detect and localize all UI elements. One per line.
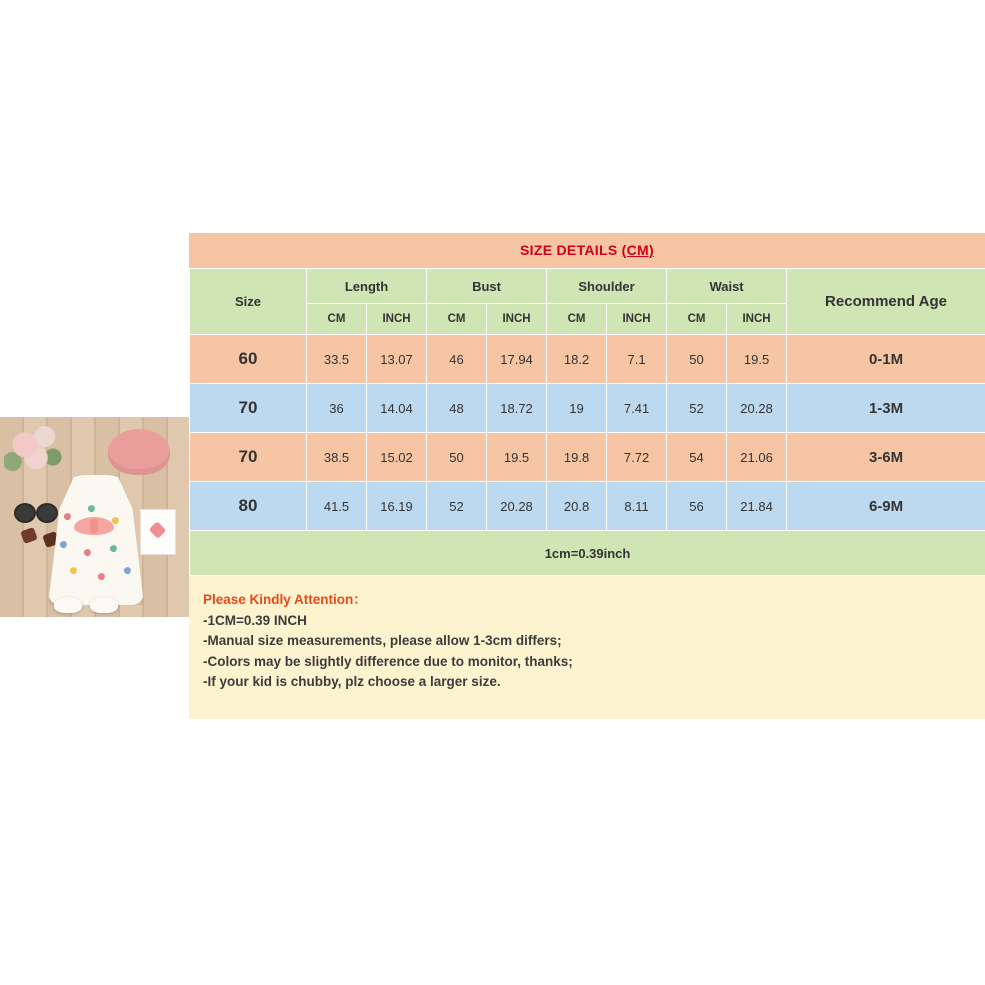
cell-size: 70 <box>190 433 307 482</box>
cell-bust-cm: 52 <box>427 482 487 531</box>
table-row <box>190 335 985 384</box>
chart-title-unit: (CM) <box>621 242 654 258</box>
cell-waist-inch: 20.28 <box>727 384 787 433</box>
cell-bust-inch: 17.94 <box>487 335 547 384</box>
conversion-row <box>190 531 985 576</box>
size-table <box>189 268 985 576</box>
header-shoulder: Shoulder <box>547 269 667 304</box>
cell-shoulder-inch: 8.11 <box>607 482 667 531</box>
cell-shoulder-inch: 7.41 <box>607 384 667 433</box>
cell-length-cm: 36 <box>307 384 367 433</box>
cell-waist-inch: 19.5 <box>727 335 787 384</box>
subheader-shoulder-cm: CM <box>547 304 607 335</box>
flowers-decoration <box>4 423 74 485</box>
table-row <box>190 384 985 433</box>
header-recommend-age: Recommend Age <box>787 269 985 335</box>
notes-title: Please Kindly Attention： <box>203 592 367 607</box>
header-bust: Bust <box>427 269 547 304</box>
cell-bust-cm: 46 <box>427 335 487 384</box>
cell-bust-cm: 48 <box>427 384 487 433</box>
chart-title-banner <box>189 233 985 268</box>
subheader-length-cm: CM <box>307 304 367 335</box>
cell-size: 60 <box>190 335 307 384</box>
subheader-shoulder-inch: INCH <box>607 304 667 335</box>
cell-age: 6-9M <box>787 482 985 531</box>
notes-line: -Manual size measurements, please allow 1-3cm differs; <box>203 633 562 648</box>
table-row <box>190 433 985 482</box>
cell-length-inch: 13.07 <box>367 335 427 384</box>
cell-length-cm: 38.5 <box>307 433 367 482</box>
cell-waist-inch: 21.84 <box>727 482 787 531</box>
cell-age: 3-6M <box>787 433 985 482</box>
cell-bust-cm: 50 <box>427 433 487 482</box>
subheader-bust-inch: INCH <box>487 304 547 335</box>
table-row <box>190 482 985 531</box>
table-header-row-main <box>190 269 985 304</box>
cell-length-inch: 15.02 <box>367 433 427 482</box>
subheader-bust-cm: CM <box>427 304 487 335</box>
cell-length-cm: 33.5 <box>307 335 367 384</box>
sunglasses-icon <box>14 503 58 521</box>
cell-waist-cm: 56 <box>667 482 727 531</box>
product-photo <box>0 417 189 617</box>
notes-line: -1CM=0.39 INCH <box>203 612 307 628</box>
attention-notes <box>189 576 985 719</box>
cell-shoulder-inch: 7.1 <box>607 335 667 384</box>
size-chart <box>189 233 985 719</box>
header-size: Size <box>190 269 307 335</box>
cell-size: 70 <box>190 384 307 433</box>
cell-bust-inch: 19.5 <box>487 433 547 482</box>
cell-waist-cm: 54 <box>667 433 727 482</box>
cell-shoulder-cm: 20.8 <box>547 482 607 531</box>
cell-shoulder-cm: 18.2 <box>547 335 607 384</box>
subheader-waist-inch: INCH <box>727 304 787 335</box>
cell-shoulder-inch: 7.72 <box>607 433 667 482</box>
baby-shoe <box>54 597 82 613</box>
chart-title: SIZE DETAILS <box>520 242 622 258</box>
cell-age: 1-3M <box>787 384 985 433</box>
cell-length-inch: 14.04 <box>367 384 427 433</box>
cell-age: 0-1M <box>787 335 985 384</box>
baby-hat <box>108 429 170 475</box>
subheader-length-inch: INCH <box>367 304 427 335</box>
notes-line: -If your kid is chubby, plz choose a larger size. <box>203 674 501 689</box>
cell-waist-cm: 52 <box>667 384 727 433</box>
cell-waist-cm: 50 <box>667 335 727 384</box>
baby-shoe <box>90 597 118 613</box>
cell-bust-inch: 20.28 <box>487 482 547 531</box>
cell-size: 80 <box>190 482 307 531</box>
heart-card <box>140 509 176 555</box>
cell-bust-inch: 18.72 <box>487 384 547 433</box>
subheader-waist-cm: CM <box>667 304 727 335</box>
cell-length-cm: 41.5 <box>307 482 367 531</box>
cell-length-inch: 16.19 <box>367 482 427 531</box>
conversion-note: 1cm=0.39inch <box>190 531 985 576</box>
cell-waist-inch: 21.06 <box>727 433 787 482</box>
cell-shoulder-cm: 19.8 <box>547 433 607 482</box>
header-waist: Waist <box>667 269 787 304</box>
notes-line: -Colors may be slightly difference due to monitor, thanks; <box>203 653 573 669</box>
header-length: Length <box>307 269 427 304</box>
dress-bow <box>74 517 114 535</box>
cell-shoulder-cm: 19 <box>547 384 607 433</box>
